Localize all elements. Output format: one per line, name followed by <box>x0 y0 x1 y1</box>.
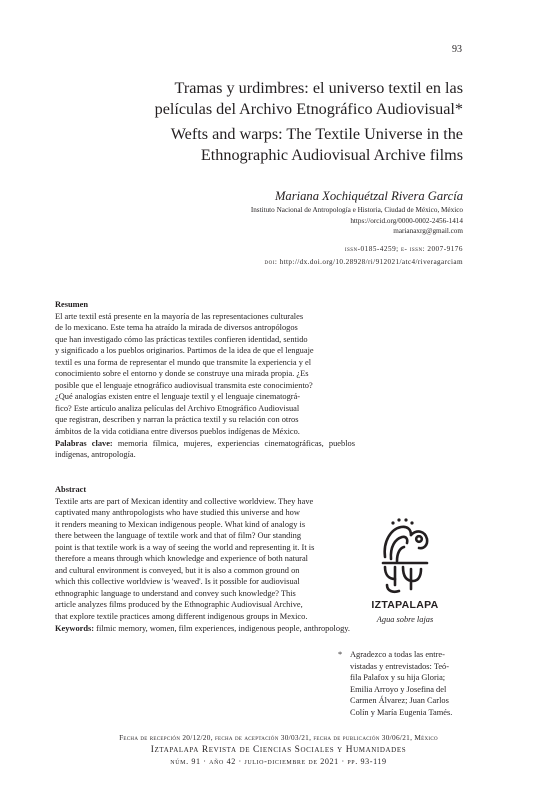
journal-logo <box>357 515 453 643</box>
resumen-line: ámbitos de la vida cotidiana entre diversos pueblos indígenas de México. <box>55 427 300 437</box>
footnote-line: Carmen Álvarez; Juan Carlos <box>350 696 449 706</box>
keywords-label-en: Keywords: <box>55 623 95 633</box>
abstract-line: that explore textile practices among different indigenous groups in Mexico. <box>55 612 308 622</box>
footer-dates: Fecha de recepción 20/12/20, fecha de aceptación 30/03/21, fecha de publicación 30/06/21, México <box>119 733 438 742</box>
author-affiliation: Instituto Nacional de Antropología e Historia, Ciudad de México, México <box>250 206 463 214</box>
abstract-line: and cultural environment is conveyed, but it is also a common ground on <box>55 565 300 575</box>
footnote-text <box>350 649 466 718</box>
resumen-keywords <box>55 438 355 461</box>
abstract-line: captivated many anthropologists who have studied this universe and how <box>55 508 300 518</box>
doi-label: doi: <box>264 257 278 266</box>
title-en-line: Ethnographic Audiovisual Archive films <box>200 146 463 164</box>
resumen-section <box>55 299 355 461</box>
footnote-line: fila Palafox y su hija Gloria; <box>350 673 446 683</box>
abstract-heading: Abstract <box>55 485 87 494</box>
page-number: 93 <box>452 44 462 55</box>
abstract-line: therefore a means through which knowledge and experience of both natural <box>55 554 309 564</box>
keywords-en: filmic memory, women, film experiences, indigenous people, anthropology. <box>94 623 350 633</box>
author-name: Mariana Xochiquétzal Rivera García <box>274 189 463 203</box>
abstract-line: which this collective worldview is 'weaved'. Is it possible for audiovisual <box>55 577 300 587</box>
article-title-spanish <box>43 78 463 120</box>
resumen-line: El arte textil está presente en la mayoría de las representaciones culturales <box>55 311 304 321</box>
logo-name: IZTAPALAPA <box>371 599 439 611</box>
title-es-line: Tramas y urdimbres: el universo textil en las <box>174 79 463 97</box>
abstract-text <box>55 496 355 623</box>
footnote-line: Colín y María Eugenia Tamés. <box>350 707 453 717</box>
article-title-english <box>43 124 463 166</box>
footnote-line: Emilia Arroyo y Josefina del <box>350 684 447 694</box>
abstract-line: article analyzes films produced by the Ethnographic Audiovisual Archive, <box>55 600 303 610</box>
identifiers <box>43 243 463 268</box>
resumen-line: fico? Este artículo analiza películas del Archivo Etnográfico Audiovisual <box>55 403 300 413</box>
footnote-mark: * <box>338 650 343 659</box>
resumen-line: conocimiento sobre el entorno y donde se construye una mirada propia. ¿Es <box>55 369 309 379</box>
author-block <box>63 188 463 237</box>
abstract-line: there between the language of textile work and that of film? Our standing <box>55 531 302 541</box>
title-es-line: películas del Archivo Etnográfico Audiovisual* <box>154 100 463 118</box>
resumen-line: textil es una forma de representar el mundo que transmite la experiencia y el <box>55 357 312 367</box>
resumen-line: que registran, describen y narran la práctica textil y su relación con otros <box>55 415 299 425</box>
abstract-line: it renders meaning to Mexican indigenous people. What kind of analogy is <box>55 519 306 529</box>
resumen-line: y significado a los pueblos originarios. Partimos de la idea de que el lenguaje <box>55 346 314 356</box>
logo-tagline: Agua sobre lajas <box>376 615 434 624</box>
iztapalapa-glyph-icon <box>377 515 433 595</box>
abstract-line: ethnographic language to understand and convey such knowledge? This <box>55 588 296 598</box>
abstract-keywords <box>55 623 355 635</box>
doi-line <box>43 256 463 269</box>
author-email-link[interactable]: marianaxrg@gmail.com <box>393 227 463 235</box>
abstract-section <box>55 484 355 634</box>
keywords-label-es: Palabras clave: <box>55 438 113 448</box>
footnote <box>338 649 466 718</box>
resumen-line: de lo mexicano. Este tema ha atraído la mirada de diversos antropólogos <box>55 323 298 333</box>
resumen-text <box>55 311 355 438</box>
resumen-heading: Resumen <box>55 300 89 309</box>
title-en-line: Wefts and warps: The Textile Universe in the <box>170 125 463 143</box>
footer-issue: núm. 91 · año 42 · julio-diciembre de 2021 · pp. 93-119 <box>170 757 387 766</box>
resumen-line: ¿Qué analogías existen entre el lenguaje textil y el lenguaje cinematográ- <box>55 392 301 402</box>
abstract-line: point is that textile work is a way of seeing the world and representing it. It is <box>55 542 315 552</box>
abstract-line: Textile arts are part of Mexican identity and collective worldview. They have <box>55 496 314 506</box>
footnote-line: Agradezco a todas las entre- <box>350 650 445 659</box>
resumen-line: que han investigado cómo las prácticas textiles confieren identidad, sentido <box>55 334 308 344</box>
footer-journal-name: Iztapalapa Revista de Ciencias Sociales y Humanidades <box>150 745 407 755</box>
keywords-es: memoria fílmica, mujeres, experiencias cinematográficas, pueblos indígenas, antropología. <box>55 438 355 460</box>
author-orcid-link[interactable]: https://orcid.org/0000-0002-2456-1414 <box>350 216 463 225</box>
resumen-line: posible que el lenguaje etnográfico audiovisual transmita este conocimiento? <box>55 380 313 390</box>
doi-link[interactable]: http://dx.doi.org/10.28928/ri/912021/atc4/riveragarciam <box>279 257 463 266</box>
issn: issn-0185-4259; e- issn: 2007-9176 <box>344 245 463 253</box>
footnote-line: vistadas y entrevistados: Teó- <box>350 661 450 671</box>
